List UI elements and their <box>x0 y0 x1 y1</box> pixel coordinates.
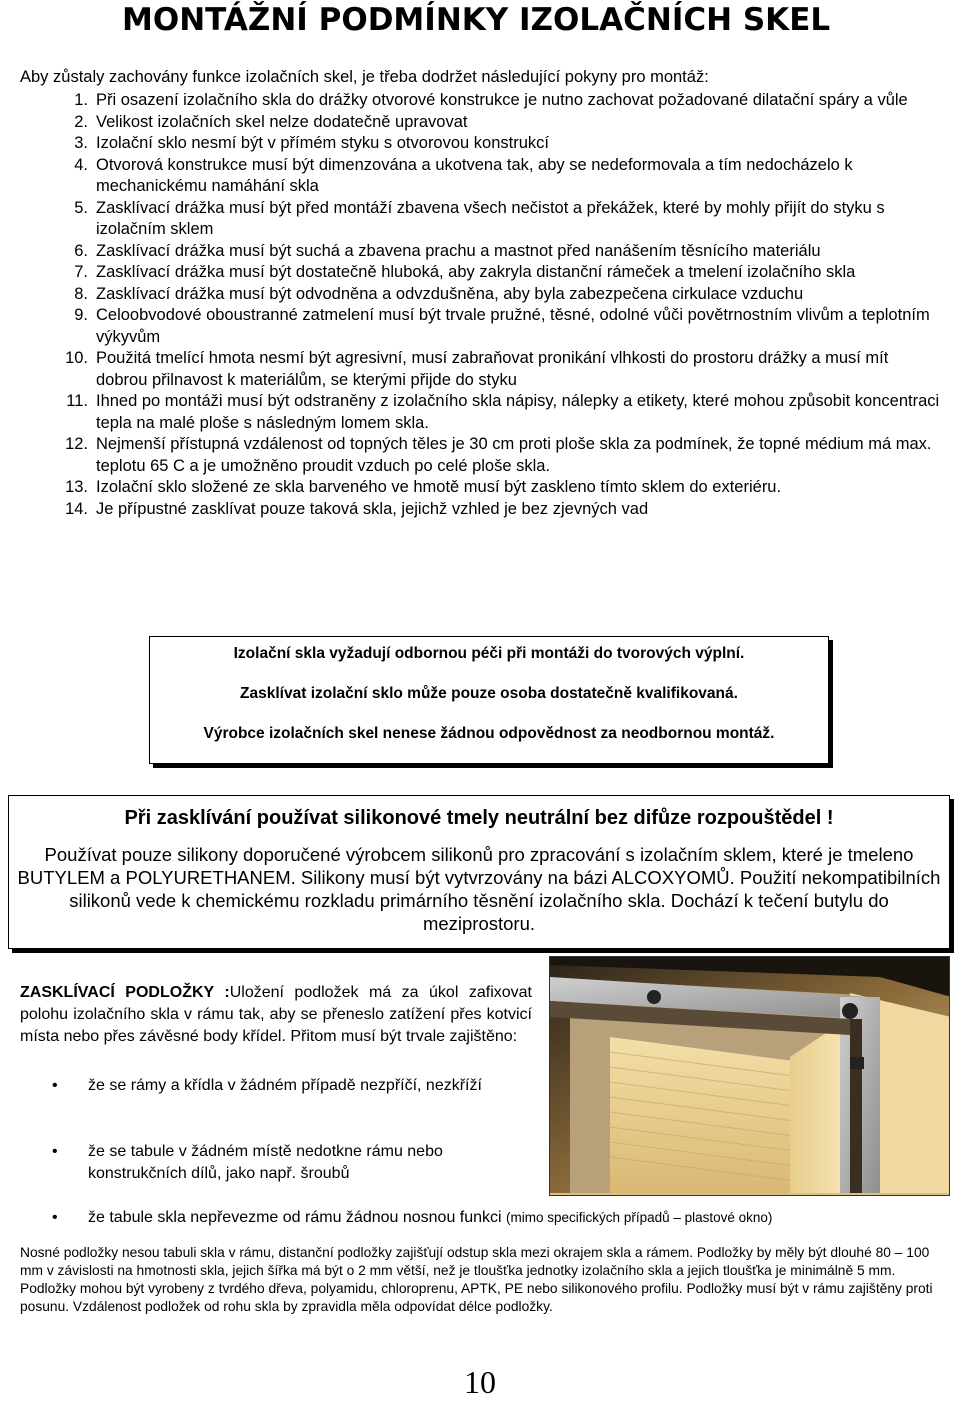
list-item <box>20 90 940 112</box>
list-item <box>20 262 940 284</box>
list-item <box>20 133 940 155</box>
page-title: MONTÁŽNÍ PODMÍNKY IZOLAČNÍCH SKEL <box>122 2 831 38</box>
list-item-text: Zasklívací drážka musí být před montáží zbavena všech nečistot a překážek, které by mohly přijít do styku s izolačním sklem <box>96 198 885 238</box>
list-item-text: Při osazení izolačního skla do drážky otvorové konstrukce je nutno zachovat požadované dilatační spáry a vůle <box>96 91 908 109</box>
pads-intro-text: Uložení podložek má za úkol zafixovat polohu izolačního skla v rámu tak, aby se přeneslo zatížení přes kotvicí místa nebo přes závěsné body křídel. Přitom musí být trvale zajištěno: <box>20 984 532 1045</box>
list-item-text: Izolační sklo složené ze skla barveného ve hmotě musí být zaskleno tímto sklem do exteriéru. <box>96 478 782 496</box>
silicone-box <box>8 795 950 949</box>
bullet-icon: • <box>52 1209 58 1226</box>
list-item-number: 10. <box>65 349 88 367</box>
list-item <box>20 391 940 434</box>
list-item <box>20 284 940 306</box>
notice-line: Výrobce izolačních skel nenese žádnou odpovědnost za neodbornou montáž. <box>203 725 775 742</box>
list-item-text: Je přípustné zasklívat pouze taková skla, jejichž vzhled je bez zjevných vad <box>96 499 649 518</box>
list-item-number: 7. <box>74 263 88 281</box>
bullet-icon: • <box>52 1077 58 1094</box>
list-item-text: Izolační sklo nesmí být v přímém styku s otvorovou konstrukcí <box>96 134 549 152</box>
list-item-number: 13. <box>65 478 88 496</box>
list-item-text: Ihned po montáži musí být odstraněny z izolačního skla nápisy, nálepky a etikety, které mohou způsobit koncentraci tepla na malé ploše s následným lomem skla. <box>96 392 940 432</box>
list-item <box>20 155 940 198</box>
rules-list <box>20 90 940 520</box>
list-item <box>20 348 940 391</box>
bullet-icon: • <box>52 1143 58 1160</box>
list-item-number: 3. <box>74 134 88 152</box>
list-item-text: Otvorová konstrukce musí být dimenzována a ukotvena tak, aby se nedeformovala a tím nedocházelo k mechanickému namáhání skla <box>96 155 853 195</box>
bullet-note: (mimo specifických případů – plastové okno) <box>506 1210 773 1225</box>
list-item-number: 4. <box>74 155 88 174</box>
silicone-box-text: Používat pouze silikony doporučené výrobcem silikonů pro zpracování s izolačním sklem, které je tmeleno BUTYLEM a POLYURETHANEM. Silikony musí být vytvrzovány na bázi ALCOXYOMŮ. Použití nekompatibilních silikonů vede k chemickému rozkladu primárního těsnění izolačního skla. Dochází k tečení butylu do meziprostoru. <box>17 844 941 934</box>
bullet-text: že se rámy a křídla v žádném případě nezpříčí, nezkříží <box>88 1077 482 1094</box>
list-item <box>20 434 940 477</box>
list-item-text: Zasklívací drážka musí být dostatečně hluboká, aby zakryla distanční rámeček a tmelení izolačního skla <box>96 263 856 281</box>
list-item-text: Použitá tmelící hmota nesmí být agresivní, musí zabraňovat pronikání vlhkosti do prostoru drážky a musí mít dobrou přilnavost k materiálům, se kterými přijde do styku <box>96 349 889 389</box>
page-number: 10 <box>464 1364 496 1400</box>
window-frame-photo <box>549 956 950 1196</box>
list-item <box>20 499 940 521</box>
silicone-box-heading: Při zasklívání používat silikonové tmely neutrální bez difůze rozpouštědel ! <box>124 807 834 829</box>
bullet-text-wrapper <box>88 1207 948 1229</box>
pads-heading: ZASKLÍVACÍ PODLOŽKY : <box>20 984 230 1001</box>
pads-closing-paragraph: Nosné podložky nesou tabuli skla v rámu, distanční podložky zajišťují odstup skla mezi okrajem skla a rámem. Podložky by měly být dlouhé 80 – 100 mm v závislosti na hmotnosti skla, jejich šířka má být o 2 mm větší, než je tloušťka jednotky izolačního skla a jejich tloušťka je minimálně 5 mm. Podložky mohou být vyrobeny z tvrdého dřeva, polyamidu, chloroprenu, APTK, PE nebo silikonového profilu. Podložky musí být v rámu zajištěny proti posunu. Vzdálenost podložek od rohu skla by zpravidla měla odpovídat délce podložky. <box>20 1245 933 1314</box>
list-item-number: 5. <box>74 198 88 217</box>
list-item-number: 14. <box>65 499 88 518</box>
list-item-text: Zasklívací drážka musí být suchá a zbavena prachu a mastnot před nanášením těsnícího materiálu <box>96 241 821 260</box>
list-item-text: Velikost izolačních skel nelze dodatečně upravovat <box>96 112 468 131</box>
list-item-number: 6. <box>74 241 88 260</box>
notice-box <box>149 636 829 764</box>
bullet-text: že tabule skla nepřevezme od rámu žádnou nosnou funkci <box>88 1209 502 1226</box>
list-item <box>20 241 940 263</box>
list-item <box>20 477 940 499</box>
list-item-number: 11. <box>66 392 88 410</box>
notice-line: Zasklívat izolační sklo může pouze osoba dostatečně kvalifikovaná. <box>240 685 738 702</box>
list-item-number: 1. <box>74 91 88 109</box>
list-item-text: Zasklívací drážka musí být odvodněna a odvzdušněna, aby byla zabezpečena cirkulace vzduchu <box>96 284 804 303</box>
list-item-number: 9. <box>74 306 88 324</box>
list-item <box>20 198 940 241</box>
list-item-number: 2. <box>74 112 88 131</box>
list-item-number: 12. <box>65 435 88 453</box>
list-item-number: 8. <box>74 284 88 303</box>
list-item <box>20 112 940 134</box>
pads-intro <box>20 982 532 1048</box>
bullet-text: že se tabule v žádném místě nedotkne rámu nebo konstrukčních dílů, jako např. šroubů <box>88 1143 443 1182</box>
list-item-text: Celoobvodové oboustranné zatmelení musí být trvale pružné, těsné, odolné vůči povětrnostním vlivům a teplotním výkyvům <box>96 306 930 346</box>
list-item-text: Nejmenší přístupná vzdálenost od topných těles je 30 cm proti ploše skla za podmínek, že topné médium má max. teplotu 65 C a je umožněno proudit vzduch po celé ploše skla. <box>96 435 932 475</box>
notice-line: Izolační skla vyžadují odbornou péči při montáži do tvorových výplní. <box>233 645 745 662</box>
intro-text: Aby zůstaly zachovány funkce izolačních skel, je třeba dodržet následující pokyny pro montáž: <box>20 68 709 86</box>
list-item <box>20 305 940 348</box>
